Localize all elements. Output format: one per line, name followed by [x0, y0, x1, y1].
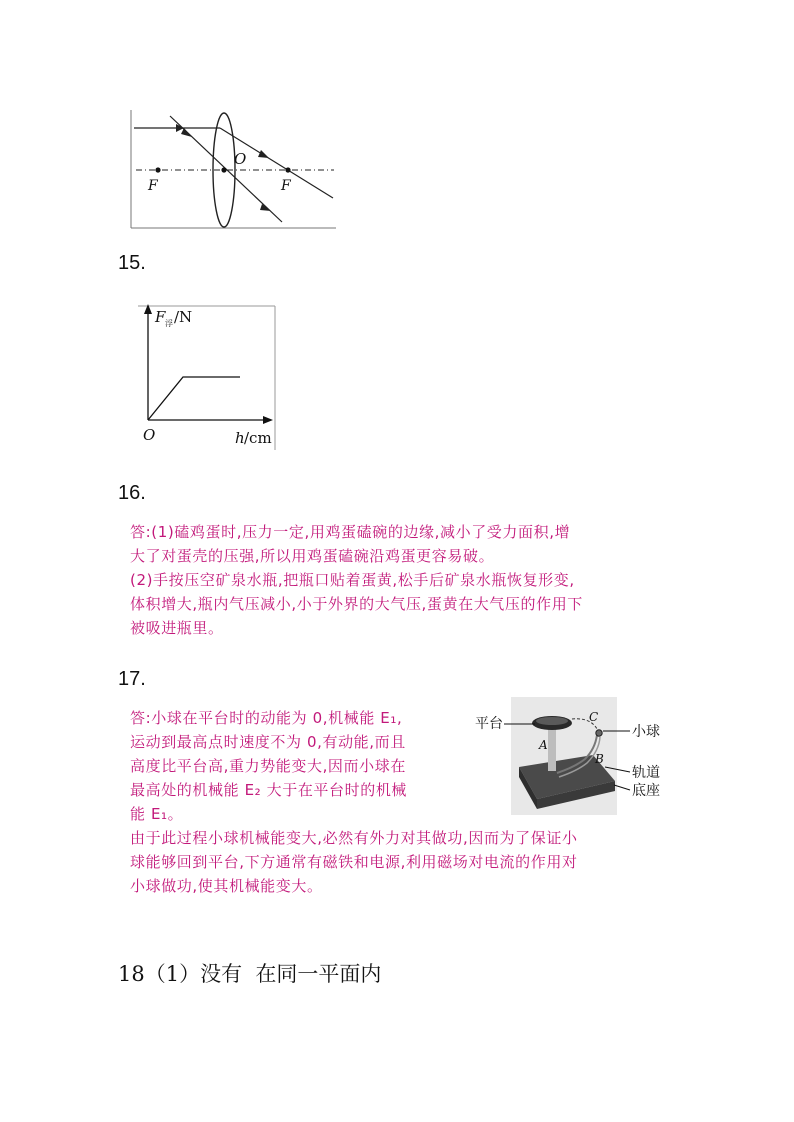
- buoyancy-graph: [138, 300, 288, 450]
- label-track: 轨道: [632, 765, 660, 781]
- optical-center-point: [221, 167, 226, 172]
- label-point-c: C: [589, 710, 599, 724]
- label-point-a: A: [539, 738, 548, 752]
- label-point-b: B: [595, 752, 604, 766]
- lens-diagram-svg: [130, 110, 336, 230]
- buoyancy-graph-svg: [138, 300, 288, 450]
- question-18-answer: 18（1）没有 在同一平面内: [118, 962, 382, 986]
- focus-right-point: [285, 167, 290, 172]
- buoyancy-curve: [148, 377, 240, 420]
- platform-post: [548, 727, 556, 771]
- answer-17-line: 高度比平台高,重力势能变大,因而小球在: [130, 757, 406, 775]
- label-base: 底座: [632, 783, 660, 799]
- answer-17-line: 由于此过程小球机械能变大,必然有外力对其做功,因而为了保证小: [130, 829, 578, 847]
- answer-17-line: 能 E₁。: [130, 805, 184, 823]
- answer-16-line: (2)手按压空矿泉水瓶,把瓶口贴着蛋黄,松手后矿泉水瓶恢复形变,: [130, 571, 575, 589]
- ball: [596, 730, 602, 736]
- answer-16-line: 被吸进瓶里。: [130, 619, 224, 637]
- answer-17-full: [130, 826, 680, 898]
- lens-ray-diagram: [130, 110, 336, 230]
- ball-track-photo-svg: [475, 697, 669, 815]
- optical-center-label: O: [234, 150, 247, 168]
- y-axis-label-sub: 浮: [165, 319, 173, 328]
- focus-right-label: F: [281, 178, 291, 194]
- answer-17-line: 小球做功,使其机械能变大。: [130, 877, 323, 895]
- answer-16-line: 大了对蛋壳的压强,所以用鸡蛋磕碗沿鸡蛋更容易破。: [130, 547, 495, 565]
- platform-dish-top: [536, 717, 568, 725]
- answer-17-line: 球能够回到平台,下方通常有磁铁和电源,利用磁场对电流的作用对: [130, 853, 578, 871]
- question-number-15: 15.: [118, 252, 146, 274]
- label-ball: 小球: [632, 724, 660, 740]
- y-axis-unit: /N: [174, 308, 193, 326]
- answer-16: [130, 520, 670, 640]
- focus-left-point: [155, 167, 160, 172]
- ball-track-photo: [475, 697, 669, 815]
- answer-16-line: 答:(1)磕鸡蛋时,压力一定,用鸡蛋磕碗的边缘,减小了受力面积,增: [130, 523, 571, 541]
- arrow-icon: [260, 204, 271, 211]
- x-axis-label-main: h: [235, 429, 245, 447]
- x-axis-unit: /cm: [244, 429, 272, 447]
- question-number-16: 16.: [118, 482, 146, 504]
- answer-17-line: 答:小球在平台时的动能为 0,机械能 E₁,: [130, 709, 403, 727]
- answer-17-line: 最高处的机械能 E₂ 大于在平台时的机械: [130, 781, 408, 799]
- label-platform: 平台: [475, 716, 503, 732]
- question-number-17: 17.: [118, 668, 146, 690]
- arrow-icon: [258, 150, 269, 158]
- focus-left-label: F: [148, 178, 158, 194]
- y-axis-label-main: F: [155, 308, 166, 326]
- answer-17-line: 运动到最高点时速度不为 0,有动能,而且: [130, 733, 406, 751]
- answer-17-left: [130, 706, 470, 826]
- answer-16-line: 体积增大,瓶内气压减小,小于外界的大气压,蛋黄在大气压的作用下: [130, 595, 583, 613]
- x-axis-arrow-icon: [263, 416, 273, 424]
- arrow-icon: [181, 128, 192, 137]
- origin-label: O: [143, 426, 156, 444]
